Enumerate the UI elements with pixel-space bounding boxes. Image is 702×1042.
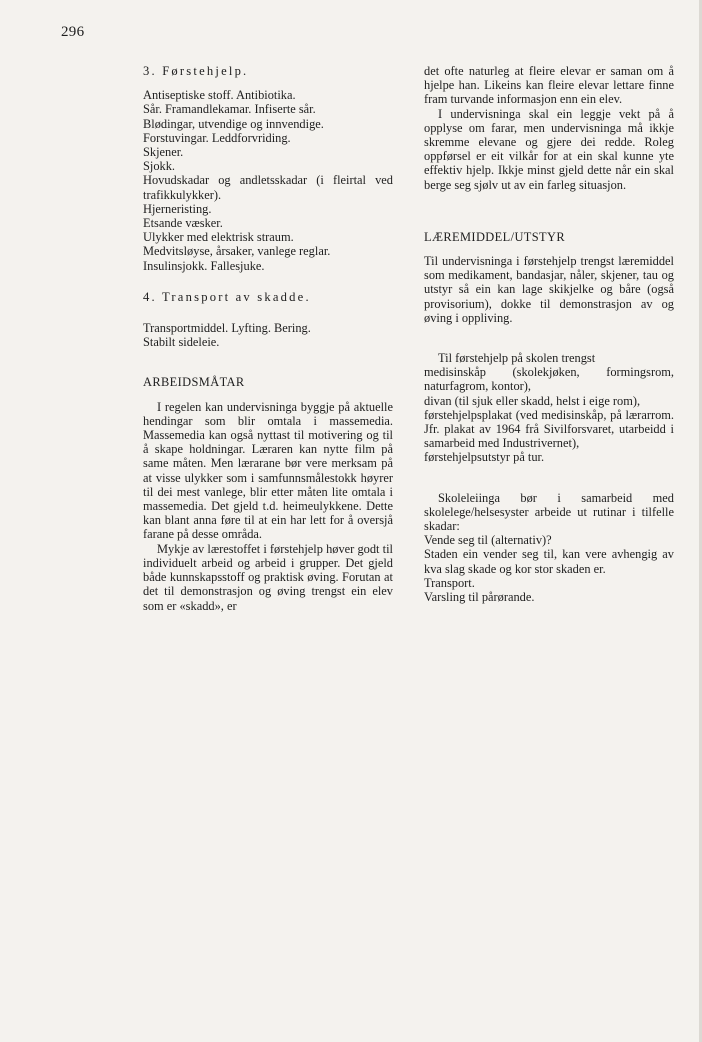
list-item: førstehjelpsutstyr på tur. [424,450,545,465]
list-item: medisinskåp (skolekjøken, formingsrom, naturfagrom, kontor), [424,365,674,394]
paragraph: Mykje av lærestoffet i førstehjelp høver godt til individuelt arbeid og arbeid i grupper. Det gjeld både kunnskapsstoff og praktisk øving. Forutan at det til demonstrasjon og øving trengst ein elev som er «skadd», er [143,541,393,613]
list-item: Sår. Framandlekamar. Infiserte sår. [143,102,316,117]
section-3-list [143,88,393,273]
list-item: Transportmiddel. Lyfting. Bering. [143,321,311,336]
section-3-title: 3. Førstehjelp. [143,64,249,78]
section-4-list [143,321,393,349]
paragraph: I regelen kan undervisninga byggje på aktuelle hendingar som blir omtala i massemedia. Massemedia kan også nyttast til motivering og til å skape holdningar. Læraren kan nytte film på same måten. Men lærarane bør vere merksam på at visse ulykker som i samfunnsmålestokk høyrer til dei mest vanlege, blir etter måten lite omtala i massemedia. Det gjeld t.d. heimeulykkene. Dette kan blant anna føre til at ein har lett for å oversjå farane på desse områda. [143,399,393,542]
section-4-title: 4. Transport av skadde. [143,289,311,304]
right-column [424,64,674,604]
list-item: Blødingar, utvendige og innvendige. [143,116,324,131]
list-item: Sjokk. [143,159,176,174]
list-item: Staden ein vender seg til, kan vere avhengig av kva slag skade og kor stor skaden er. [424,547,674,576]
list-item: Stabilt sideleie. [143,335,220,350]
list-item: Insulinsjokk. Fallesjuke. [143,258,265,273]
left-column [143,64,393,613]
list-item: Medvitsløyse, årsaker, vanlege reglar. [143,244,331,259]
list-item: Antiseptiske stoff. Antibiotika. [143,88,296,103]
list-item: Ulykker med elektrisk straum. [143,230,294,245]
list-item: førstehjelpsplakat (ved medisinskåp, på lærarrom. Jfr. plakat av 1964 frå Sivilforsvaret, utarbeidd i samarbeid med Industrivernet), [424,407,674,451]
paragraph: I undervisninga skal ein leggje vekt på å opplyse om farar, men undervisninga må ikkje skremme elevane og gjere dei redde. Roleg oppførsel er eit vilkår for at ein skal kunne yte effektiv hjelp. Ikkje minst gjeld dette når ein skal berge seg sjølv ut av ein farleg situasjon. [424,106,674,192]
list-item: Hovudskadar og andletsskadar (i fleirtal ved trafikkulykker). [143,173,393,202]
paragraph-intro: Til førstehjelp på skolen trengst [438,351,596,366]
paragraph-intro: Skoleleiinga bør i samarbeid med skolelege/helsesyster arbeide ut rutinar i tilfelle skadar: [424,490,674,534]
paragraph: Til undervisninga i førstehjelp trengst læremiddel som medikament, bandasjar, nåler, skjener, tau og utstyr så ein kan lage skikjelke og båre (også provisorium), dokke til demonstrasjon av og øving i oppliving. [424,254,674,325]
list-item: Transport. [424,575,475,590]
list-item: divan (til sjuk eller skadd, helst i eige rom), [424,393,641,408]
section-heading: ARBEIDSMÅTAR [143,375,245,390]
paragraph: det ofte naturleg at fleire elevar er saman om å hjelpe han. Likeins kan fleire elevar lettare finne fram turvande informasjon enn ein elev. [424,64,674,107]
list-item: Skjener. [143,145,184,160]
page-number: 296 [61,24,85,40]
list-item: Hjerneristing. [143,201,212,216]
list-item: Varsling til pårørande. [424,590,535,605]
list-item: Vende seg til (alternativ)? [424,533,552,548]
list-item: Forstuvingar. Leddforvriding. [143,130,291,145]
section-heading: LÆREMIDDEL/UTSTYR [424,229,566,244]
list-item: Etsande væsker. [143,216,223,231]
